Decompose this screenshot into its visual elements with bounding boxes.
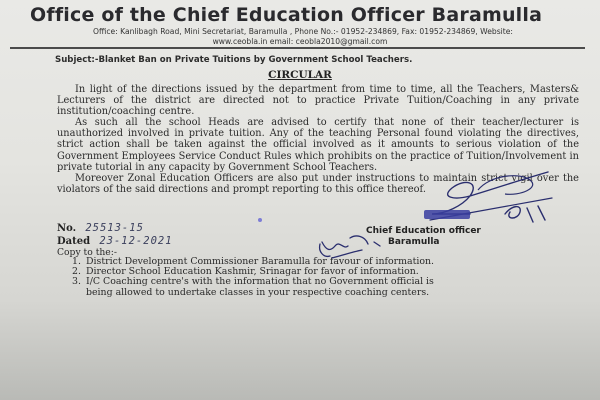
paragraph-zonal-officers: Moreover Zonal Education Officers are also put under instructions to maintain strict vigil over the violators of the said directions and prompt reporting to this office thereof. [57, 172, 579, 195]
reference-number-label: No. [57, 223, 77, 234]
reference-date-label: Dated [57, 236, 91, 247]
signature-scribble-block [424, 210, 470, 219]
signatory-place: Baramulla [388, 237, 440, 247]
circular-body [57, 84, 579, 195]
office-title: Office of the Chief Education Officer Baramulla [30, 4, 543, 26]
reference-date-value: 23-12-2021 [99, 235, 173, 247]
signatory-title: Chief Education officer [366, 226, 481, 236]
reference-block [57, 222, 307, 248]
reference-number [57, 222, 307, 235]
copy-to-label: Copy to the:- [57, 247, 117, 258]
office-address: Office: Kanlibagh Road, Mini Secretariat, Baramulla , Phone No.:- 01952-234869, Fax: 01952-234869, Website: [93, 27, 513, 36]
subject-line: Subject:-Blanket Ban on Private Tuitions by Government School Teachers. [55, 55, 413, 65]
list-item-number: 2. [72, 266, 81, 278]
office-contact: www.ceobla.in email: ceobla2010@gmail.com [212, 37, 388, 46]
reference-number-value: 25513-15 [85, 222, 144, 234]
list-item-text: being allowed to undertake classes in your respective coaching centers. [86, 286, 430, 298]
circular-heading: CIRCULAR [268, 69, 332, 81]
signature-underline [430, 198, 552, 220]
list-item [72, 288, 592, 298]
list-item-text: Director School Education Kashmir, Srinagar for favor of information. [86, 266, 419, 278]
list-item-text: I/C Coaching centre's with the information that no Government official is [86, 276, 434, 288]
initials-tail [320, 244, 330, 256]
list-item-text: District Development Commissioner Baramulla for favour of information. [86, 256, 435, 267]
paragraph-directions: In light of the directions issued by the department from time to time, all the Teachers, Masters& Lecturers of the district are directed not to practice Private Tuition/Coaching in any private institution/coaching centre. [57, 84, 579, 118]
initials-scribble [322, 236, 380, 258]
list-item-number: 3. [72, 276, 81, 288]
header-divider [10, 47, 585, 49]
paragraph-school-heads: As such all the school Heads are advised to certify that none of their teacher/lecturer is unauthorized involved in private tuition. Any of the teaching Personal found violating the directives, strict action shall be taken against the official involved as it amounts to serious violation of the Government Employees Service Conduct Rules which prohibits on the practice of Tuition/Involvement in private tutorial in any capacity by Government School Teachers. [57, 117, 579, 173]
ink-dot [258, 218, 262, 222]
copy-to-list [72, 257, 592, 298]
list-item-number: 1. [72, 256, 81, 267]
